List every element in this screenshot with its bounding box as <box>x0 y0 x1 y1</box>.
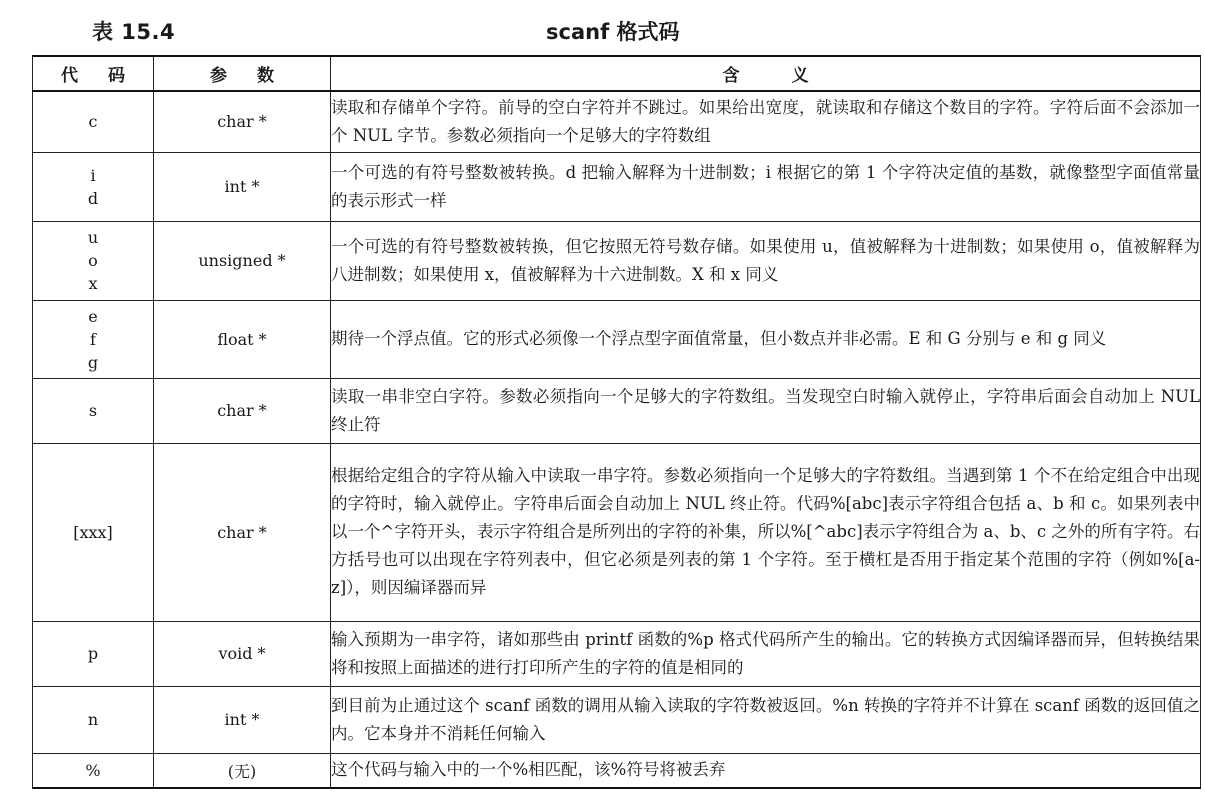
header-code: 代码 <box>33 56 154 91</box>
param-cell: float * <box>154 300 331 378</box>
param-cell: char * <box>154 443 331 621</box>
meaning-cell: 到目前为止通过这个 scanf 函数的调用从输入读取的字符数被返回。%n 转换的字符并不计算在 scanf 函数的返回值之内。它本身并不消耗任何输入 <box>331 686 1201 753</box>
scanf-format-table <box>32 55 1201 789</box>
header-param: 参数 <box>154 56 331 91</box>
meaning-cell: 这个代码与输入中的一个%相匹配，该%符号将被丢弃 <box>331 753 1201 788</box>
param-cell: char * <box>154 91 331 152</box>
header-meaning: 含义 <box>331 56 1201 91</box>
meaning-cell: 一个可选的有符号整数被转换，但它按照无符号数存储。如果使用 u，值被解释为十进制数；如果使用 o，值被解释为八进制数；如果使用 x，值被解释为十六进制数。X 和 x 同义 <box>331 221 1201 300</box>
table-row <box>33 753 1201 788</box>
table-row <box>33 443 1201 621</box>
code-cell: c <box>33 91 154 152</box>
code-cell: e f g <box>33 300 154 378</box>
param-cell: unsigned * <box>154 221 331 300</box>
table-title: scanf 格式码 <box>546 20 680 44</box>
meaning-cell: 期待一个浮点值。它的形式必须像一个浮点型字面值常量，但小数点并非必需。E 和 G 分别与 e 和 g 同义 <box>331 300 1201 378</box>
code-cell: s <box>33 378 154 443</box>
param-cell: char * <box>154 378 331 443</box>
code-cell: u o x <box>33 221 154 300</box>
table-caption <box>0 14 1205 48</box>
param-cell: (无) <box>154 753 331 788</box>
meaning-cell: 读取和存储单个字符。前导的空白字符并不跳过。如果给出宽度，就读取和存储这个数目的字符。字符后面不会添加一个 NUL 字节。参数必须指向一个足够大的字符数组 <box>331 91 1201 152</box>
table-row <box>33 152 1201 221</box>
table-row <box>33 378 1201 443</box>
table-number: 表 15.4 <box>92 20 176 44</box>
code-cell: i d <box>33 152 154 221</box>
table-row <box>33 686 1201 753</box>
param-cell: int * <box>154 686 331 753</box>
meaning-cell: 输入预期为一串字符，诸如那些由 printf 函数的%p 格式代码所产生的输出。它的转换方式因编译器而异，但转换结果将和按照上面描述的进行打印所产生的字符的值是相同的 <box>331 621 1201 686</box>
table-row <box>33 621 1201 686</box>
param-cell: int * <box>154 152 331 221</box>
code-cell: % <box>33 753 154 788</box>
table-row <box>33 300 1201 378</box>
code-cell: [xxx] <box>33 443 154 621</box>
meaning-cell: 一个可选的有符号整数被转换。d 把输入解释为十进制数；i 根据它的第 1 个字符决定值的基数，就像整型字面值常量的表示形式一样 <box>331 152 1201 221</box>
meaning-cell: 根据给定组合的字符从输入中读取一串字符。参数必须指向一个足够大的字符数组。当遇到第 1 个不在给定组合中出现的字符时，输入就停止。字符串后面会自动加上 NUL 终止符。代码%[abc]表示字符组合包括 a、b 和 c。如果列表中以一个^字符开头，表示字符组合是所列出的字符的补集，所以%[^abc]表示字符组合为 a、b、c 之外的所有字符。右方括号也可以出现在字符列表中，但它必须是列表的第 1 个字符。至于横杠是否用于指定某个范围的字符（例如%[a-z]），则因编译器而异 <box>331 443 1201 621</box>
code-cell: p <box>33 621 154 686</box>
table-row <box>33 91 1201 152</box>
code-cell: n <box>33 686 154 753</box>
meaning-cell: 读取一串非空白字符。参数必须指向一个足够大的字符数组。当发现空白时输入就停止，字符串后面会自动加上 NUL 终止符 <box>331 378 1201 443</box>
param-cell: void * <box>154 621 331 686</box>
header-row <box>33 56 1201 91</box>
table-row <box>33 221 1201 300</box>
